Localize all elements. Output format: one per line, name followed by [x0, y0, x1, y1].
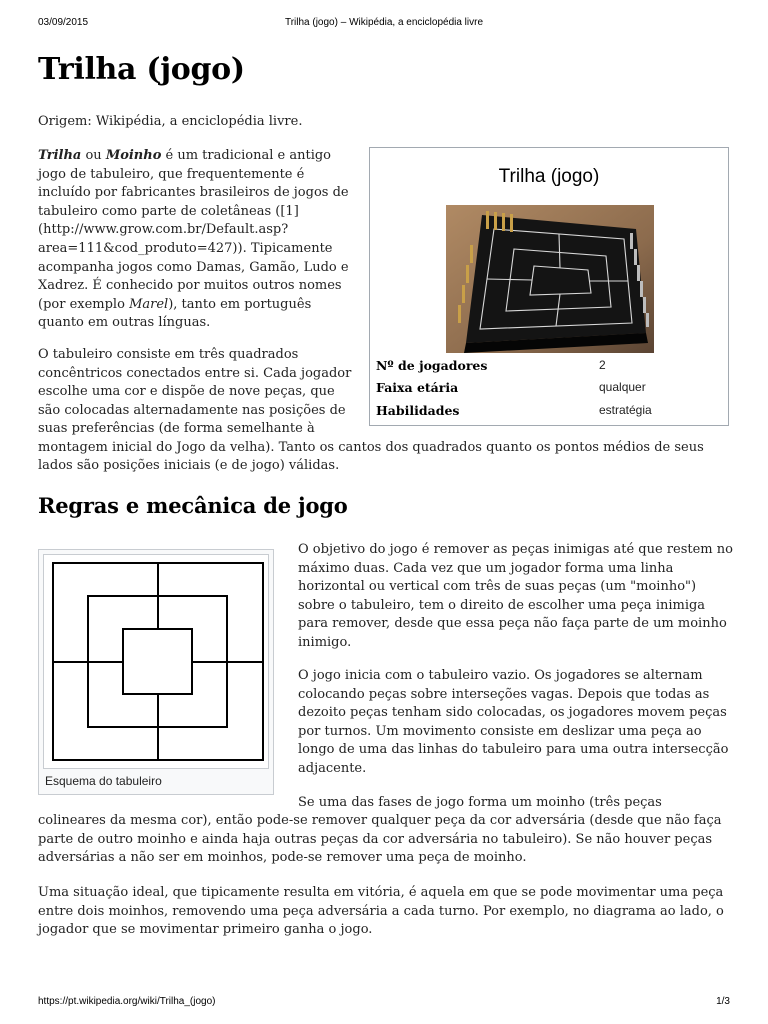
infobox-label: Faixa etária: [376, 380, 459, 395]
board-diagram-figure: [38, 549, 274, 795]
print-date: 03/09/2015: [38, 17, 89, 28]
rules-paragraph-objective: O objetivo do jogo é remover as peças inimigas até que restem no máximo duas. Cada vez que um jogador forma uma linha horizontal ou vertical com três de suas peças (um "moinho") sobre o tabuleiro, tem o direito de escolher uma peça inimiga para remover, desde que essa peça não faça parte de um moinho inimigo.: [298, 542, 733, 650]
board-description-line-2: lados são posições iniciais (e de jogo) válidas.: [38, 458, 340, 473]
print-page-number: 1/3: [716, 996, 730, 1007]
term-marel: Marel: [129, 296, 169, 312]
infobox-value: 2: [599, 358, 606, 372]
infobox-label: Nº de jogadores: [376, 358, 488, 373]
print-page-title: Trilha (jogo) – Wikipédia, a enciclopédia livre: [284, 17, 484, 28]
intro-connector: ou: [81, 148, 106, 163]
rules-paragraph-mill: colineares da mesma cor), então pode-se remover qualquer peça da cor adversária (desde que não faça parte de outro moinho e ainda haja outras peças da cor adversária no tabuleiro). Se não houver peças adversárias a não ser em moinhos, pode-se remover uma peça de moinho.: [38, 813, 722, 866]
infobox: [369, 147, 729, 426]
board-diagram: [43, 554, 269, 769]
print-url: https://pt.wikipedia.org/wiki/Trilha_(jogo): [38, 996, 216, 1007]
board-photo: [446, 205, 654, 353]
intro-text-2: ), tanto em português quanto em outras línguas.: [38, 296, 312, 331]
board-description-line-1: montagem inicial do Jogo da velha). Tanto os cantos dos quadrados quanto os pontos médios de seus: [38, 440, 704, 455]
rules-paragraph-movement: O jogo inicia com o tabuleiro vazio. Os jogadores se alternam colocando peças sobre interseções vagas. Depois que todas as dezoito peças tenham sido colocadas, os jogadores movem peças por turnos. Um movimento consiste em deslizar uma peça ao longo de uma das linhas do tabuleiro para uma outra intersecção adjacente.: [298, 668, 729, 776]
term-moinho: Moinho: [105, 148, 162, 163]
board-diagram-caption: Esquema do tabuleiro: [45, 774, 162, 788]
infobox-label: Habilidades: [376, 403, 460, 418]
board-description-wrapped: O tabuleiro consiste em três quadrados concêntricos conectados entre si. Cada jogador escolhe uma cor e dispõe de nove peças, que são colocadas alternadamente nas posições de suas preferências (de forma semelhante à: [38, 347, 352, 437]
intro-paragraph: [38, 147, 360, 333]
article-title: Trilha (jogo): [38, 52, 245, 87]
rules-paragraph-ideal-situation: Uma situação ideal, que tipicamente resulta em vitória, é aquela em que se pode movimentar uma peça entre dois moinhos, removendo uma peça adversária a cada turno. Por exemplo, no diagrama ao lado, o jogador que se movimentar primeiro ganha o jogo.: [38, 885, 724, 938]
rules-paragraph-mill-first-line: Se uma das fases de jogo forma um moinho (três peças: [298, 795, 662, 810]
term-trilha: Trilha: [38, 148, 82, 163]
infobox-value: qualquer: [599, 380, 646, 394]
intro-text-1: é um tradicional e antigo jogo de tabuleiro, que frequentemente é incluído por fabricantes brasileiros de jogos de tabuleiro como parte de coletâneas ([1] (http://www.grow.com.br/Default.asp?area=111&cod_produto=427)). Tipicamente acompanha jogos como Damas, Gamão, Ludo e Xadrez. É conhecido por muitos outros nomes (por exemplo: [38, 148, 349, 312]
section-heading-rules: Regras e mecânica de jogo: [38, 493, 348, 518]
infobox-value: estratégia: [599, 403, 652, 417]
board-diagram-drawing: [44, 555, 268, 768]
infobox-title: Trilha (jogo): [498, 166, 600, 187]
article-origin: Origem: Wikipédia, a enciclopédia livre.: [38, 114, 303, 129]
